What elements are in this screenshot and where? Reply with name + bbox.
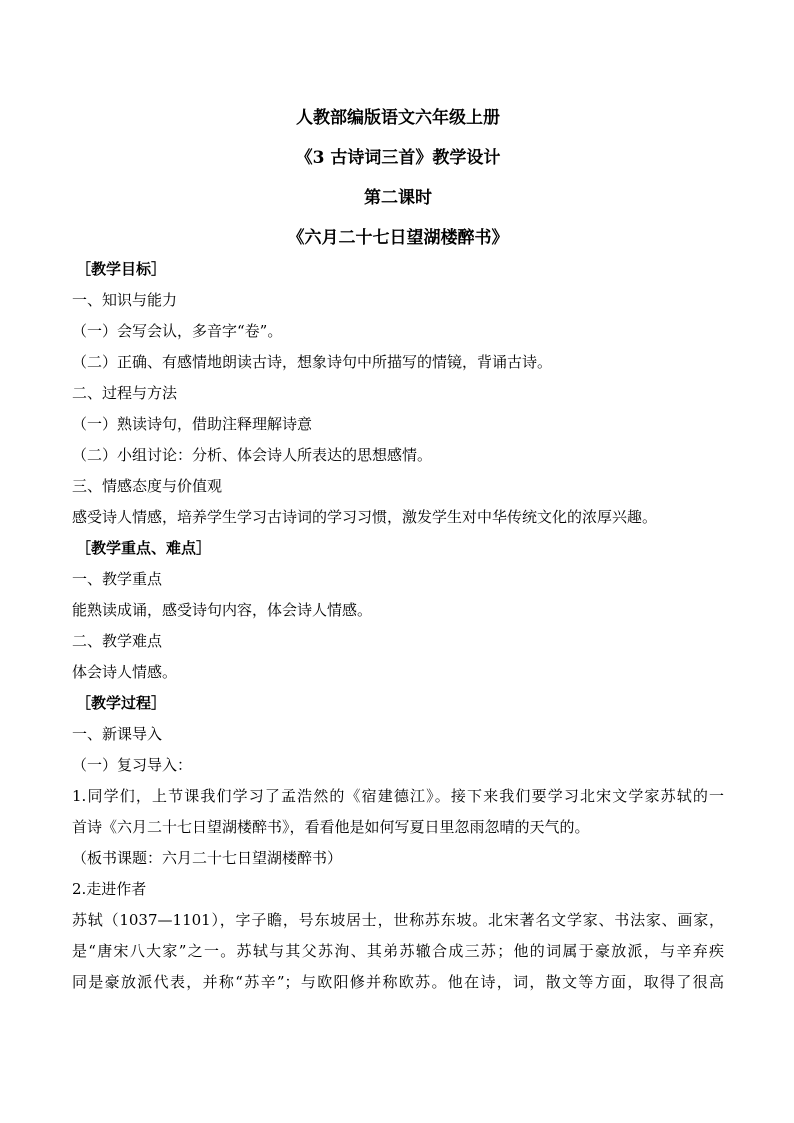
text-line: 一、新课导入 <box>72 725 163 743</box>
book-title: 人教部编版语文六年级上册 <box>296 108 500 128</box>
text-line: （板书课题：六月二十七日望湖楼醉书） <box>72 849 343 867</box>
text-line: （二）正确、有感情地朗读古诗，想象诗句中所描写的情镜，背诵古诗。 <box>72 353 553 371</box>
text-line: （二）小组讨论：分析、体会诗人所表达的思想感情。 <box>72 446 433 464</box>
poem-title: 《六月二十七日望湖楼醉书》 <box>287 228 509 248</box>
text-line: 首诗《六月二十七日望湖楼醉书》，看看他是如何写夏日里忽雨忽晴的天气的。 <box>72 818 590 836</box>
text-line: （一）复习导入： <box>72 756 193 774</box>
text-line: 一、知识与能力 <box>72 291 178 309</box>
text-line: 是“唐宋八大家”之一。苏轼与其父苏洵、其弟苏辙合成三苏；他的词属于豪放派，与辛弃疾 <box>72 942 724 960</box>
text-line: 一、教学重点 <box>72 570 163 588</box>
text-line: 同是豪放派代表，并称“苏辛”；与欧阳修并称欧苏。他在诗，词，散文等方面，取得了很高 <box>72 973 724 991</box>
text-line: 苏轼（1037—1101），字子瞻，号东坡居士，世称苏东坡。北宋著名文学家、书法家、画家， <box>72 911 724 929</box>
text-line: 能熟读成诵，感受诗句内容，体会诗人情感。 <box>72 601 373 619</box>
text-line: 三、情感态度与价值观 <box>72 477 223 495</box>
text-line: （一）熟读诗句，借助注释理解诗意 <box>72 415 313 433</box>
text-line: 二、过程与方法 <box>72 384 178 402</box>
text-line: 感受诗人情感，培养学生学习古诗词的学习习惯，激发学生对中华传统文化的浓厚兴趣。 <box>72 508 658 526</box>
text-line: 体会诗人情感。 <box>72 663 178 681</box>
section-heading-key-points: ［教学重点、难点］ <box>76 539 212 557</box>
document-page <box>72 102 724 998</box>
text-line: 1.同学们，上节课我们学习了孟浩然的《宿建德江》。接下来我们要学习北宋文学家苏轼的一 <box>72 787 724 805</box>
lesson-title: 《3 古诗词三首》教学设计 <box>295 148 501 168</box>
section-heading-process: ［教学过程］ <box>76 694 167 712</box>
text-line: （一）会写会认，多音字“卷”。 <box>72 322 283 340</box>
text-line: 2.走进作者 <box>72 880 147 898</box>
period-title: 第二课时 <box>364 188 432 208</box>
text-line: 二、教学难点 <box>72 632 163 650</box>
section-heading-objectives: ［教学目标］ <box>76 260 167 278</box>
